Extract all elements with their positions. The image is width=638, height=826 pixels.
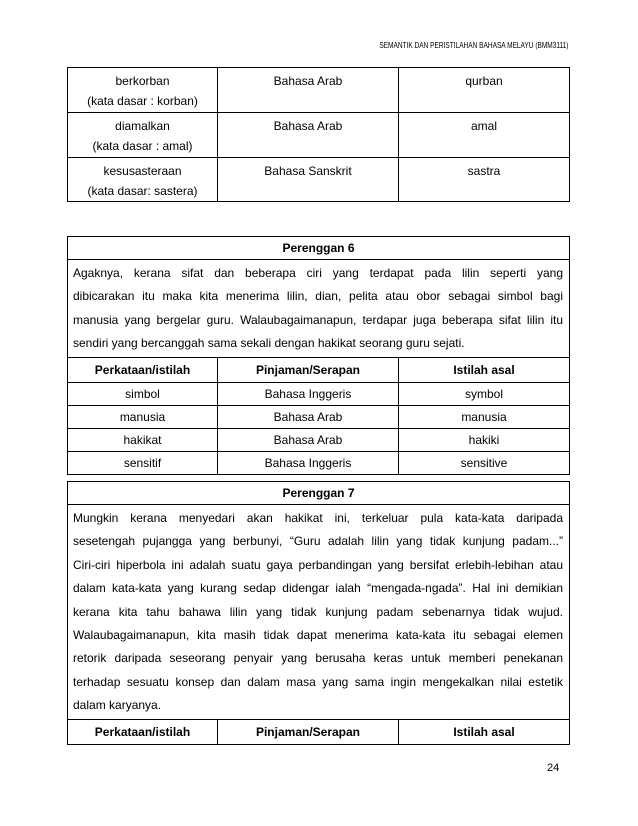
word-cell: [68, 113, 218, 158]
paragraph-line: Agaknya, kerana sifat dan beberapa ciri yang terdapat pada lilin seperti yang: [73, 266, 563, 280]
column-header: Istilah asal: [399, 719, 570, 744]
paragraph-line: retorik daripada seseorang penyair yang berusaha keras untuk memberi penekanan: [73, 651, 563, 666]
paragraph-row: [68, 260, 570, 358]
origin-cell: symbol: [399, 382, 570, 405]
table-row: [68, 382, 570, 405]
column-header-row: [68, 719, 570, 744]
paragraph-7-table: [67, 481, 570, 745]
source-cell: Bahasa Inggeris: [218, 382, 399, 405]
word-cell: sensitif: [68, 451, 218, 474]
section-title-row: [68, 237, 570, 260]
origin-cell: manusia: [399, 405, 570, 428]
word-cell: manusia: [68, 405, 218, 428]
table-row: [68, 451, 570, 474]
source-cell: Bahasa Inggeris: [218, 451, 399, 474]
paragraph-line: sesetengah pujangga yang berbunyi, “Guru adalah lilin yang tidak kunjung padam...”: [73, 534, 563, 549]
paragraph-text: [68, 260, 570, 358]
word-cell: simbol: [68, 382, 218, 405]
column-header: Perkataan/istilah: [68, 719, 218, 744]
word-text: berkorban: [115, 74, 170, 88]
paragraph-line: kerana kita tahu bahawa lilin yang tidak kunjung padam sebenarnya tidak wujud.: [73, 604, 563, 619]
paragraph-line: sendiri yang bercanggah sama sekali dengan hakikat seorang guru sejati.: [73, 336, 465, 351]
paragraph-line: Ciri-ciri hiperbola ini adalah suatu gaya perbandingan yang bersifat erlebih-lebihan atau: [73, 557, 563, 572]
paragraph-line: dalam karyanya.: [73, 698, 162, 713]
source-cell: Bahasa Arab: [218, 113, 399, 158]
source-cell: Bahasa Arab: [218, 68, 399, 113]
paragraph-line: Walaubagaimanapun, kita masih tidak dapat menerima kata-kata itu sebagai elemen: [73, 628, 563, 643]
paragraph-line: manusia yang bergelar guru. Walaubagaimanapun, terdapar juga beberapa sifat lilin itu: [73, 312, 563, 327]
word-cell: [68, 158, 218, 202]
paragraph-row: [68, 505, 570, 720]
origin-cell: amal: [399, 113, 570, 158]
base-word-text: (kata dasar : amal): [92, 139, 193, 153]
origin-cell: sensitive: [399, 451, 570, 474]
word-cell: hakikat: [68, 428, 218, 451]
base-word-text: (kata dasar : korban): [87, 94, 198, 108]
section-title: Perenggan 6: [68, 237, 570, 260]
origin-cell: hakiki: [399, 428, 570, 451]
column-header: Pinjaman/Serapan: [218, 719, 399, 744]
table-row: [68, 68, 570, 113]
paragraph-line: dibicarakan itu maka kita menerima lilin, dian, pelita atau obor sebagai simbol bagi: [73, 289, 563, 304]
paragraph-line: Mungkin kerana menyedari akan hakikat ini, terkeluar pula kata-kata daripada: [73, 511, 563, 525]
column-header-row: [68, 357, 570, 382]
section-title-row: [68, 482, 570, 505]
paragraph-text: [68, 505, 570, 720]
section-title: Perenggan 7: [68, 482, 570, 505]
column-header: Istilah asal: [399, 357, 570, 382]
word-origin-table-continued: [67, 67, 570, 202]
word-text: kesusasteraan: [103, 164, 182, 178]
word-cell: [68, 68, 218, 113]
table-row: [68, 113, 570, 158]
word-text: diamalkan: [115, 119, 170, 133]
table-row: [68, 158, 570, 202]
paragraph-line: dalam kata-kata yang kurang sedap didengar ialah “mengada-ngada”. Hal ini demikian: [73, 581, 563, 596]
paragraph-line: terhadap sesuatu konsep dan dalam masa yang sama ingin mengekalkan nilai estetik: [73, 674, 563, 689]
table-row: [68, 428, 570, 451]
running-header: SEMANTIK DAN PERISTILAHAN BAHASA MELAYU (BMM3111): [378, 40, 568, 50]
table-row: [68, 405, 570, 428]
column-header: Perkataan/istilah: [68, 357, 218, 382]
column-header: Pinjaman/Serapan: [218, 357, 399, 382]
source-cell: Bahasa Arab: [218, 428, 399, 451]
source-cell: Bahasa Sanskrit: [218, 158, 399, 202]
base-word-text: (kata dasar: sastera): [87, 184, 198, 198]
page-number: 24: [547, 762, 560, 774]
origin-cell: sastra: [399, 158, 570, 202]
origin-cell: qurban: [399, 68, 570, 113]
paragraph-6-table: [67, 236, 570, 475]
source-cell: Bahasa Arab: [218, 405, 399, 428]
